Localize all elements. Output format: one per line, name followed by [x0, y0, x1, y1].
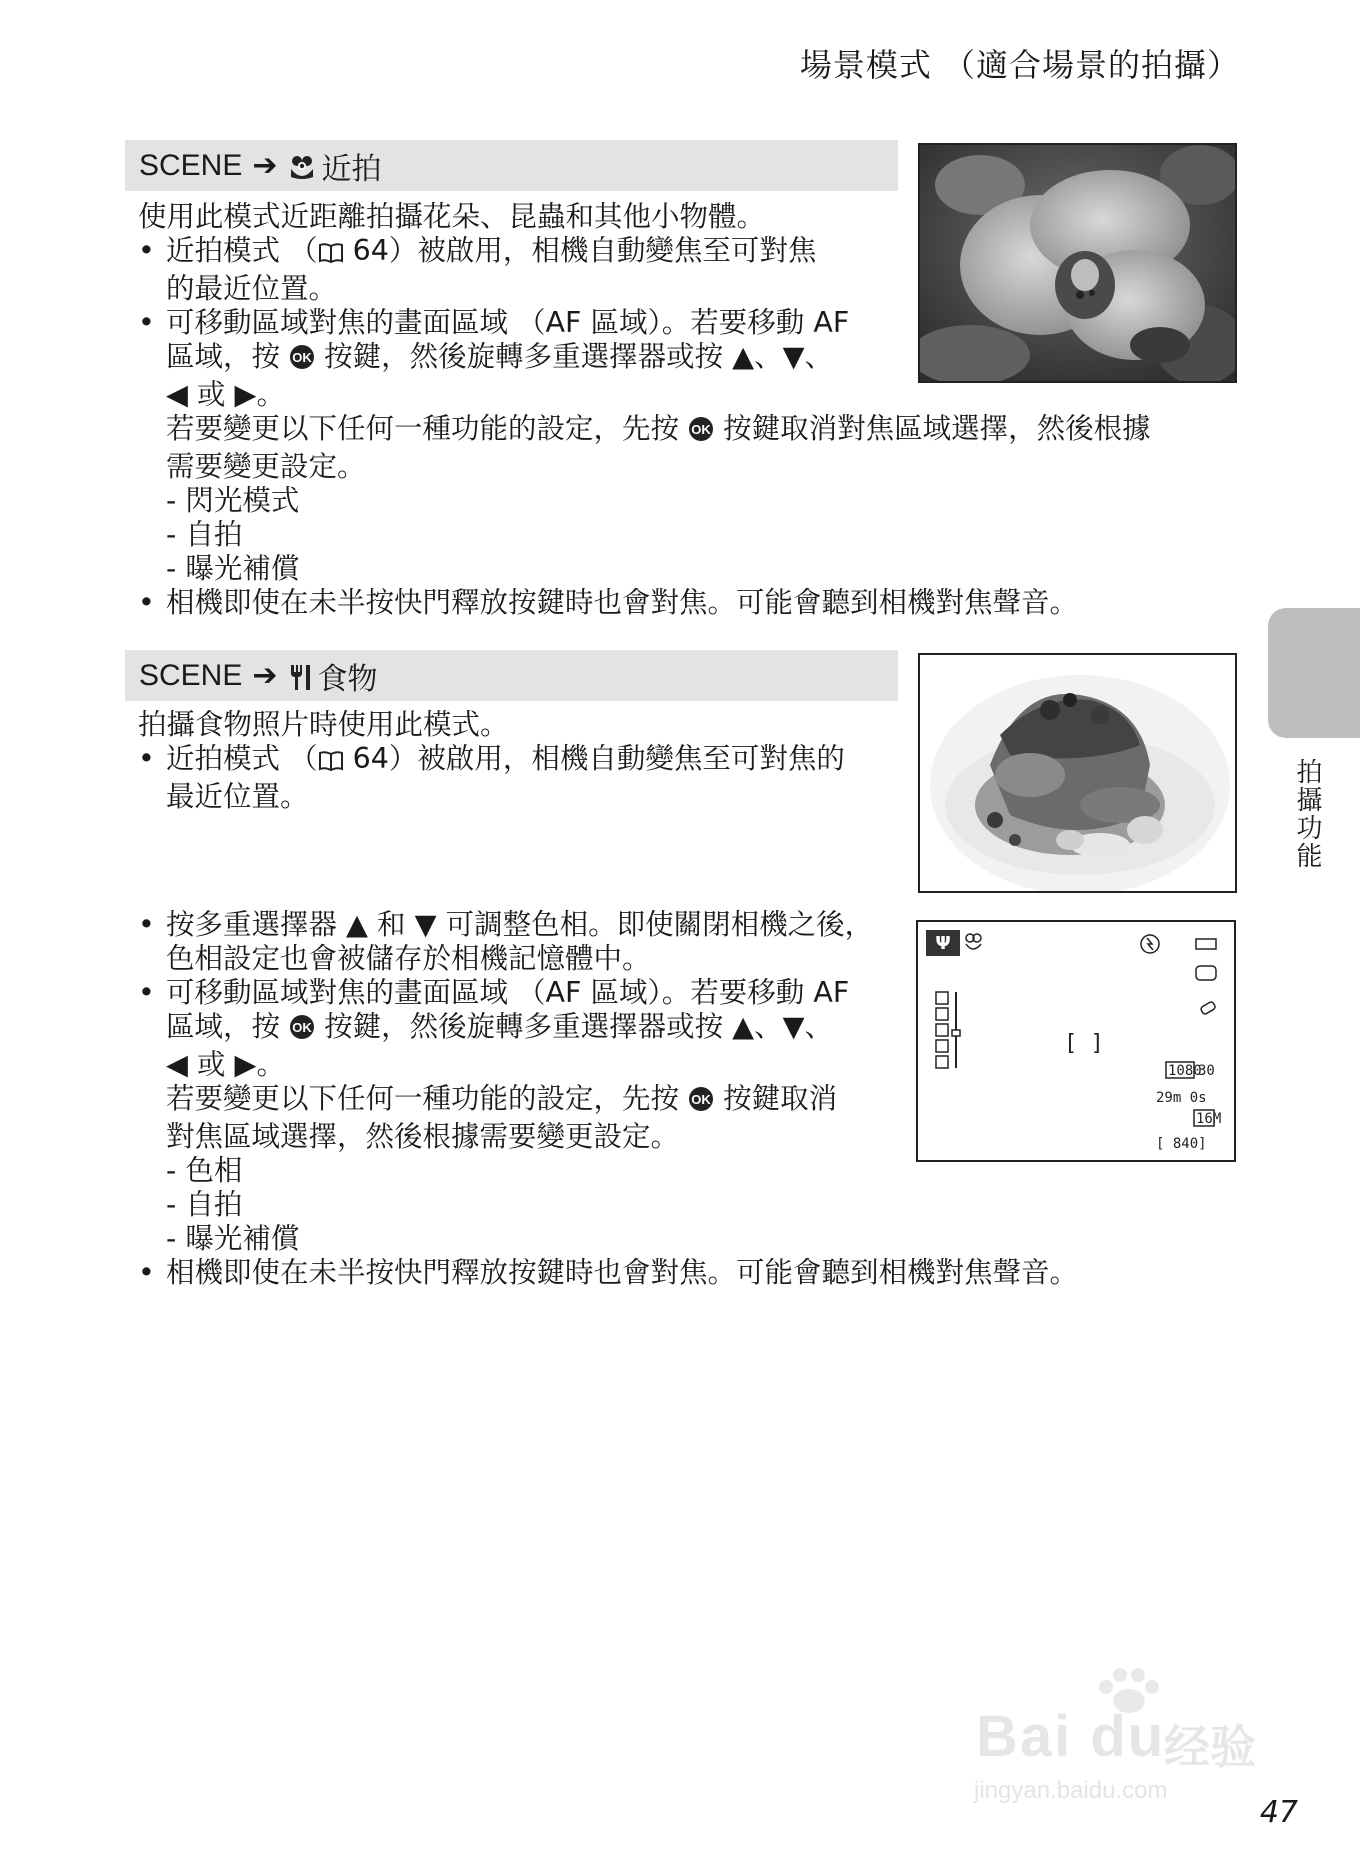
- list-item-text: 按鍵，然後旋轉多重選擇器或按 ▲、▼、: [315, 1010, 834, 1043]
- note-text-part: 若要變更以下任何一種功能的設定，先按: [166, 412, 689, 445]
- chapter-tab: [1268, 608, 1360, 738]
- note-text: 對焦區域選擇，然後根據需要變更設定。: [166, 1120, 680, 1153]
- setting-item: - 曝光補償: [138, 552, 1151, 586]
- section-heading-food: [125, 650, 898, 701]
- list-item: • 可移動區域對焦的畫面區域 （AF 區域）。若要移動 AF: [138, 306, 1151, 340]
- page-number: 47: [1259, 1795, 1298, 1830]
- lcd-recording-time: 29m 0s: [1156, 1090, 1207, 1106]
- food-photo: [918, 653, 1237, 893]
- ok-button-icon: [688, 416, 714, 450]
- list-item-text: 近拍模式 （: [166, 234, 318, 267]
- list-item: • 按多重選擇器 ▲ 和 ▼ 可調整色相。即使關閉相機之後，: [138, 908, 1078, 942]
- scene-label: SCENE: [139, 658, 243, 692]
- svg-text:OK: OK: [691, 1092, 711, 1107]
- list-item-continuation: 最近位置。: [166, 780, 309, 813]
- watermark-url: jingyan.baidu.com: [974, 1777, 1168, 1804]
- list-item-text: 按鍵，然後旋轉多重選擇器或按 ▲、▼、: [315, 340, 834, 373]
- food-utensils-icon: [288, 658, 312, 693]
- lcd-image-size: 16M: [1196, 1111, 1222, 1127]
- note-text-part: 若要變更以下任何一種功能的設定，先按: [166, 1082, 689, 1115]
- list-item-continuation: 色相設定也會被儲存於相機記憶體中。: [166, 942, 651, 975]
- list-item-text: 區域，按: [166, 1010, 290, 1043]
- note-text-part: 按鍵取消對焦區域選擇，然後根據: [714, 412, 1151, 445]
- list-item-text: 64）被啟用，相機自動變焦至可對焦的: [343, 742, 845, 775]
- book-reference-icon: [318, 238, 344, 272]
- baidu-watermark: [964, 1665, 1294, 1815]
- setting-item: - 曝光補償: [138, 1222, 1078, 1256]
- list-item-continuation: ◀ 或 ▶。: [166, 378, 285, 411]
- list-item-continuation: [138, 1010, 1078, 1048]
- svg-text:Ψ: Ψ: [935, 933, 951, 954]
- svg-text:OK: OK: [292, 350, 312, 365]
- list-item-text: 區域，按: [166, 340, 290, 373]
- setting-item: - 自拍: [138, 1188, 1078, 1222]
- note-text: [138, 412, 1151, 450]
- ok-button-icon: [688, 1086, 714, 1120]
- svg-text:OK: OK: [292, 1020, 312, 1035]
- scene-label: SCENE: [139, 148, 243, 182]
- intro-text: 使用此模式近距離拍攝花朵、昆蟲和其他小物體。: [138, 200, 766, 233]
- section2-body: [138, 908, 1078, 1290]
- list-item: [138, 234, 1151, 272]
- lcd-video-fps: 30: [1198, 1063, 1215, 1079]
- lcd-video-mode: 1080: [1168, 1063, 1202, 1079]
- list-item-text: 近拍模式 （: [166, 742, 318, 775]
- intro-text: 拍攝食物照片時使用此模式。: [138, 708, 509, 741]
- svg-text:[ ]: [ ]: [1064, 1031, 1104, 1056]
- lcd-remaining-frames: [ 840]: [1156, 1136, 1207, 1152]
- watermark-logo-text: Bai du: [976, 1704, 1166, 1769]
- section1-body: [138, 200, 1151, 620]
- note-text: [138, 1082, 1078, 1120]
- ok-button-icon: [289, 344, 315, 378]
- list-item: • 相機即使在未半按快門釋放按鍵時也會對焦。可能會聽到相機對焦聲音。: [138, 586, 1151, 620]
- macro-flower-icon: [288, 148, 316, 183]
- note-text: 需要變更設定。: [166, 450, 366, 483]
- setting-item: - 色相: [138, 1154, 1078, 1188]
- ok-button-icon: [289, 1014, 315, 1048]
- arrow-icon: ➔: [252, 148, 278, 183]
- section-title: 近拍: [321, 151, 382, 187]
- list-item-continuation: [138, 340, 1151, 378]
- section-title: 食物: [317, 661, 378, 697]
- section-heading-closeup: [125, 140, 898, 191]
- book-reference-icon: [318, 746, 344, 780]
- list-item-text: 64）被啟用，相機自動變焦至可對焦: [343, 234, 817, 267]
- setting-item: - 閃光模式: [138, 484, 1151, 518]
- svg-text:OK: OK: [691, 422, 711, 437]
- watermark-cn-text: 经验: [1164, 1720, 1256, 1774]
- section2-intro: [138, 708, 845, 814]
- arrow-icon: ➔: [252, 658, 278, 693]
- list-item-continuation: ◀ 或 ▶。: [166, 1048, 285, 1081]
- chapter-label: 拍攝功能: [1292, 758, 1322, 870]
- list-item: • 相機即使在未半按快門釋放按鍵時也會對焦。可能會聽到相機對焦聲音。: [138, 1256, 1078, 1290]
- setting-item: - 自拍: [138, 518, 1151, 552]
- list-item: [138, 742, 845, 780]
- page-header-title: 場景模式 （適合場景的拍攝）: [799, 46, 1240, 84]
- list-item: • 可移動區域對焦的畫面區域 （AF 區域）。若要移動 AF: [138, 976, 1078, 1010]
- note-text-part: 按鍵取消: [714, 1082, 838, 1115]
- list-item-continuation: 的最近位置。: [166, 272, 338, 305]
